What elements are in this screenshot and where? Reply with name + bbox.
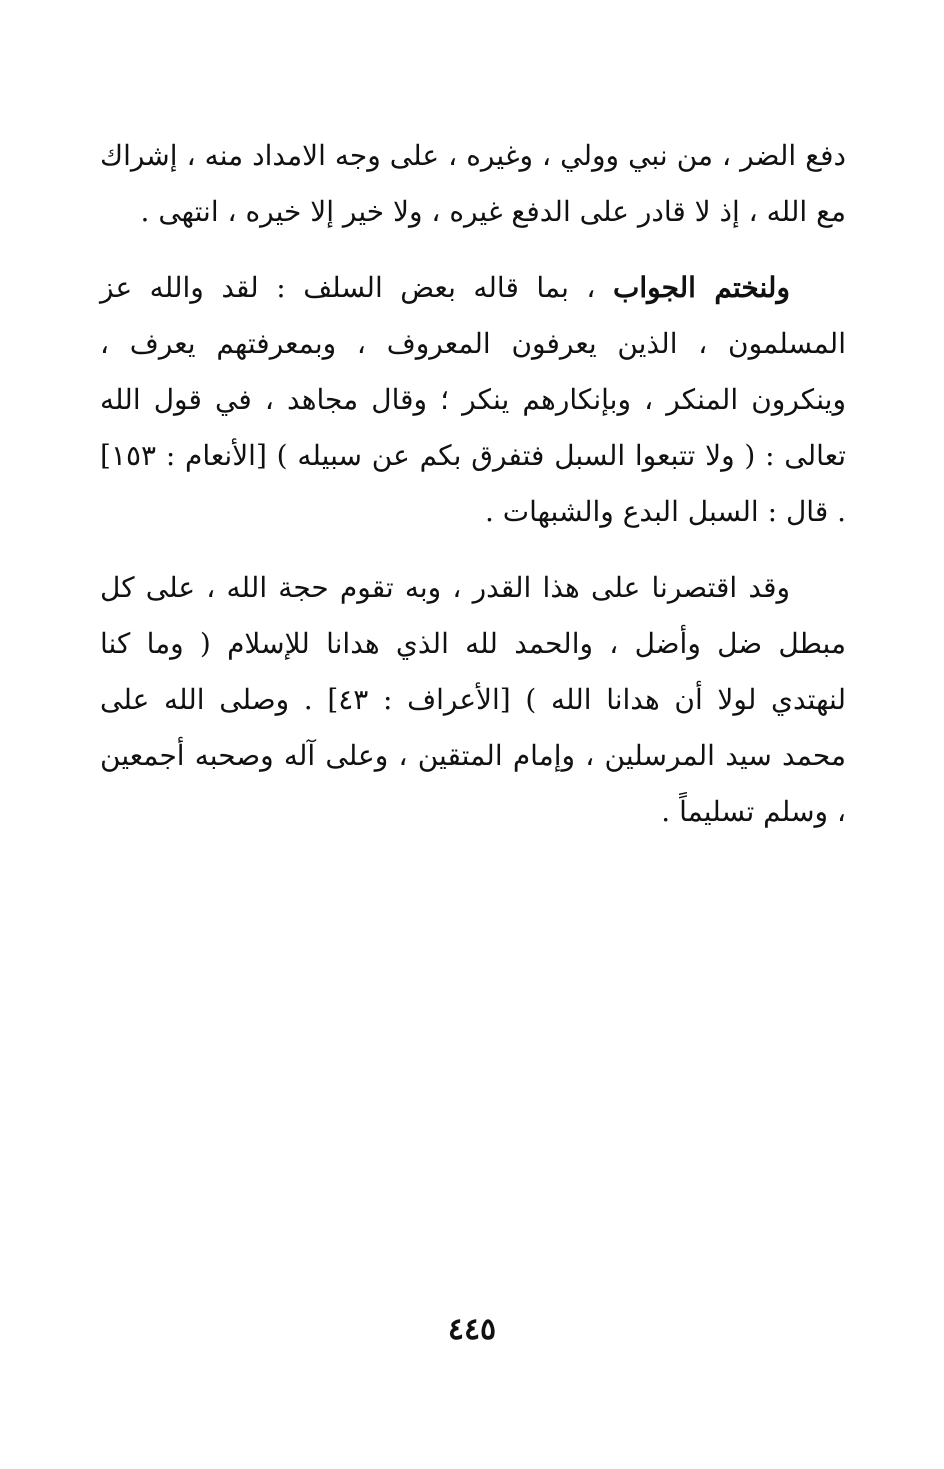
paragraph-2 xyxy=(100,260,846,540)
paragraph-1 xyxy=(100,128,846,240)
paragraph-2-lead: ولنختم الجواب xyxy=(612,271,790,304)
paragraph-2-text: ، بما قاله بعض السلف : لقد والله عز المسلمون ، الذين يعرفون المعروف ، وبمعرفتهم يعرف ، وينكرون المنكر ، وبإنكارهم ينكر ؛ وقال مجاهد ، في قول الله تعالى : ( ولا تتبعوا السبل فتفرق بكم عن سبيله ) [الأنعام : ١٥٣] . قال : السبل البدع والشبهات . xyxy=(100,271,846,528)
paragraph-3-text: وقد اقتصرنا على هذا القدر ، وبه تقوم حجة الله ، على كل مبطل ضل وأضل ، والحمد لله الذي هدانا للإسلام ( وما كنا لنهتدي لولا أن هدانا الله ) [الأعراف : ٤٣] . وصلى الله على محمد سيد المرسلين ، وإمام المتقين ، وعلى آله وصحبه أجمعين ، وسلم تسليماً . xyxy=(100,571,846,828)
paragraph-3 xyxy=(100,560,846,840)
body-text xyxy=(100,128,846,840)
page-number: ٤٤٥ xyxy=(447,1312,497,1347)
paragraph-1-text: دفع الضر ، من نبي وولي ، وغيره ، على وجه الامداد منه ، إشراك مع الله ، إذ لا قادر على الدفع غيره ، ولا خير إلا خيره ، انتهى . xyxy=(100,139,846,228)
